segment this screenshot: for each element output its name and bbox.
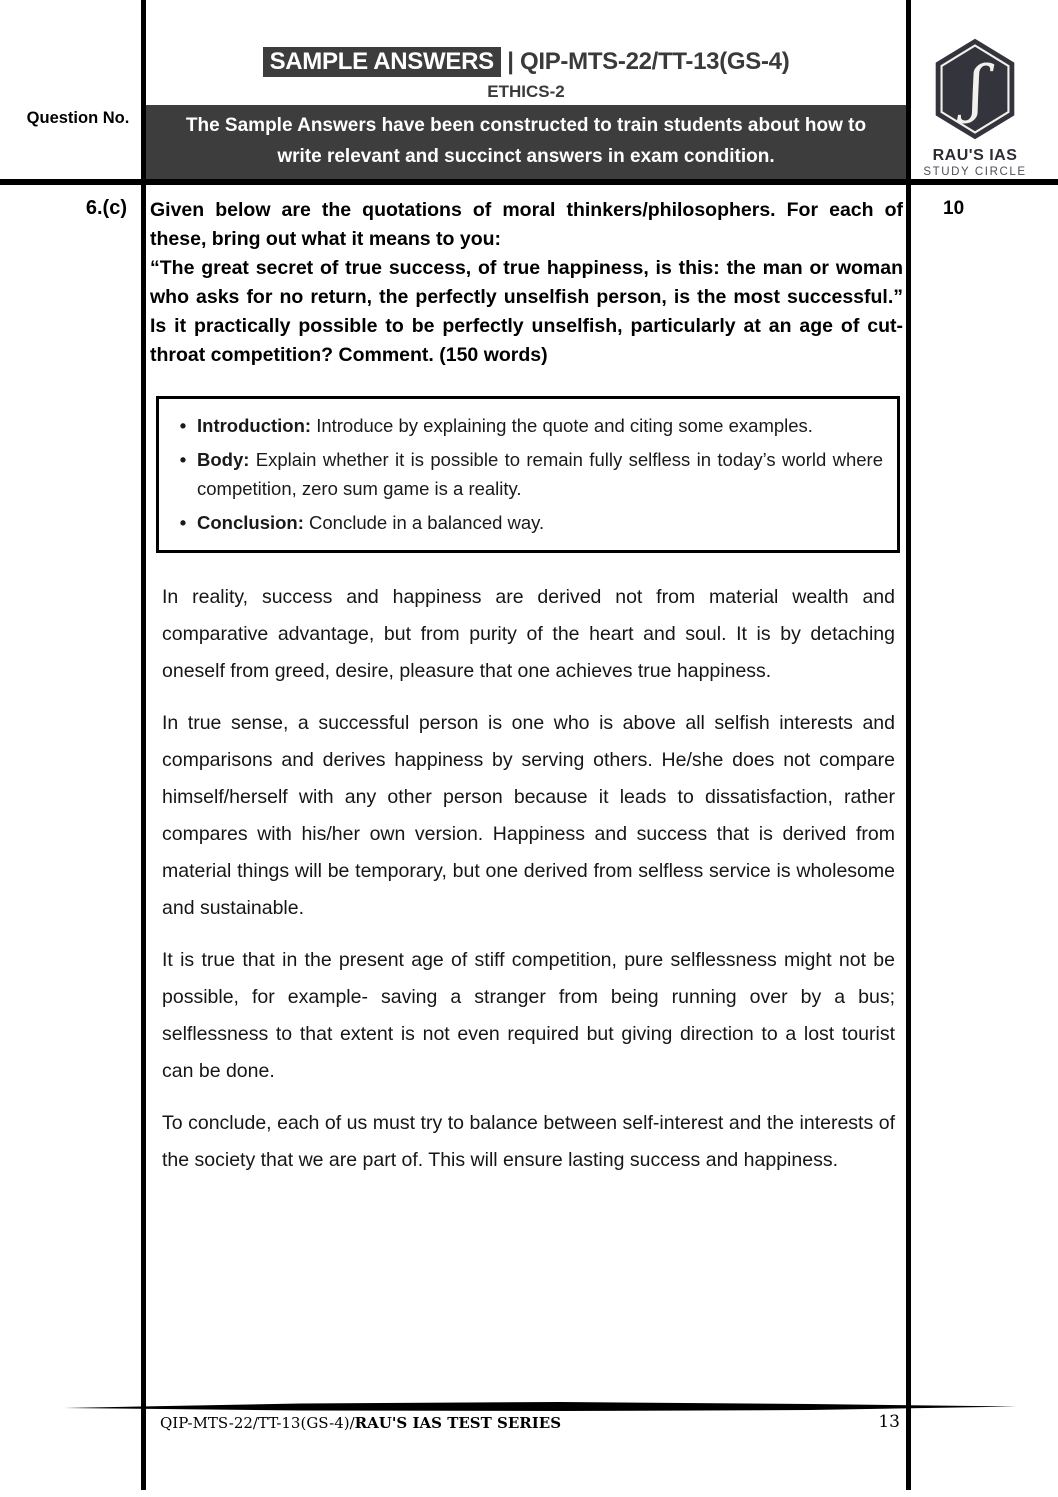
footer-doc-ref: QIP-MTS-22/TT-13(GS-4)/	[160, 1414, 355, 1432]
logo-name: RAU'S IAS	[932, 147, 1018, 164]
bullet-icon: •	[179, 448, 187, 470]
sample-answers-badge: SAMPLE ANSWERS	[263, 47, 501, 77]
marks-value: 10	[943, 198, 965, 219]
outline-item-text: Conclude in a balanced way.	[309, 511, 545, 533]
document-title-rest: | QIP-MTS-22/TT-13(GS-4)	[507, 48, 790, 75]
footer-reference	[160, 1414, 561, 1432]
page-number: 13	[878, 1412, 900, 1432]
question-no-column-header: Question No.	[26, 109, 130, 127]
question-intro: Given below are the quotations of moral thinkers/philosophers. For each of these, bring out what it means to you:	[150, 199, 903, 250]
answer-paragraph: To conclude, each of us must try to balance between self-interest and the interests of the society that we are part of. This will ensure lasting success and happiness.	[162, 1112, 895, 1171]
question-number: 6.(c)	[85, 197, 127, 219]
answer-paragraph: In true sense, a successful person is one who is above all selfish interests and comparisons and derives happiness by serving others. He/she does not compare himself/herself with any other person because it leads to dissatisfaction, rather compares with his/her own version. Happiness and success that is derived from material things will be temporary, but one derived from selfless service is wholesome and sustainable.	[162, 712, 895, 919]
bullet-icon: •	[179, 415, 187, 436]
outline-item-label: Body:	[197, 448, 250, 470]
raus-ias-logo	[922, 38, 1028, 178]
svg-text:ʃ: ʃ	[968, 52, 986, 125]
instruction-banner-text: The Sample Answers have been constructed to train students about how to write relevant and succinct answers in exam condition.	[185, 115, 867, 167]
question-cell	[150, 196, 903, 1194]
logo-tagline: STUDY CIRCLE	[923, 166, 1027, 178]
instruction-banner	[146, 105, 906, 179]
list-item	[169, 445, 883, 504]
table-right-rule	[906, 0, 911, 1490]
answer-paragraph: In reality, success and happiness are derived not from material wealth and comparative advantage, but from purity of the heart and soul. It is by detaching oneself from greed, desire, pleasure that one achieves true happiness.	[162, 586, 895, 682]
answer-text	[162, 579, 895, 1179]
footer-series-name: RAU'S IAS TEST SERIES	[354, 1414, 562, 1432]
outline-item-text: Introduce by explaining the quote and citing some examples.	[316, 415, 813, 436]
outline-item-label: Introduction:	[197, 415, 312, 436]
document-title	[146, 48, 906, 76]
question-quote: “The great secret of true success, of true happiness, is this: the man or woman who asks for no return, the perfectly unselfish person, is the most successful.” Is it practically possible to be perfectly unselfish, particularly at an age of cut-throat competition? Comment. (150 words)	[150, 257, 903, 366]
paper-subtitle: ETHICS-2	[487, 82, 565, 101]
question-text	[150, 196, 903, 370]
table-header-rule	[0, 179, 1058, 185]
list-item	[169, 508, 883, 538]
answer-paragraph: It is true that in the present age of stiff competition, pure selflessness might not be possible, for example- saving a stranger from being running over by a bus; selflessness to that extent is not even required but giving direction to a lost tourist can be done.	[162, 949, 895, 1082]
logo-hexagon-icon	[933, 38, 1017, 140]
table-left-rule	[141, 0, 146, 1490]
list-item	[169, 411, 883, 441]
outline-item-label: Conclusion:	[197, 511, 304, 533]
answer-outline-box	[156, 396, 900, 553]
outline-item-text: Explain whether it is possible to remain fully selfless in today’s world where competition, zero sum game is a reality.	[197, 448, 884, 499]
bullet-icon: •	[179, 511, 187, 533]
